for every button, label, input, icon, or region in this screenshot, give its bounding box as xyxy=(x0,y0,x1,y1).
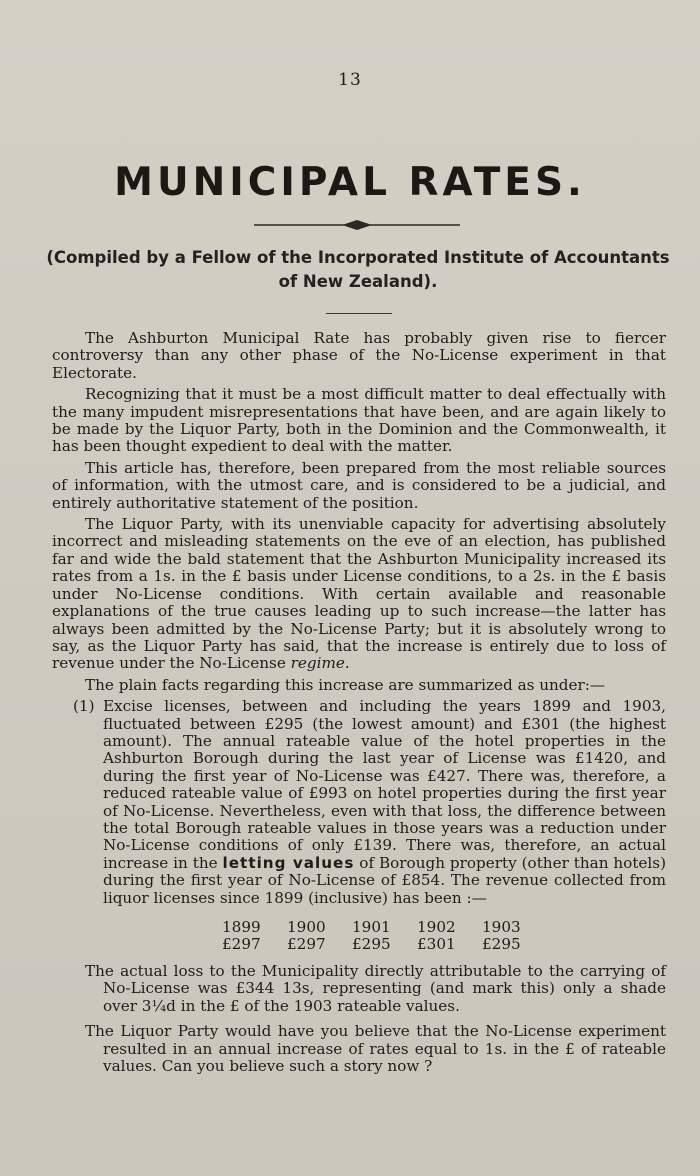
page-title: MUNICIPAL RATES. xyxy=(114,160,586,205)
paragraph: The Ashburton Municipal Rate has probably given rise to fiercer controversy than any other phase of the No-License experiment in that Electorate. xyxy=(52,329,666,382)
table-cell: £295 xyxy=(482,935,521,953)
list-item xyxy=(73,697,666,907)
table-cell: £295 xyxy=(352,935,391,953)
table-cell: £297 xyxy=(287,935,326,953)
divider-rule xyxy=(326,313,392,314)
paragraph: This article has, therefore, been prepared from the most reliable sources of information, with the utmost care, and is considered to be a judicial, and entirely authoritative statement of the position. xyxy=(52,458,666,512)
list-text: Excise licenses, between and including the years 1899 and 1903, fluctuated between £295 (the lowest amount) and £301 (the highest amount). The annual rateable value of the hotel properties in the Ashburton Borough during the last year of License was £1420, and during the first year of No-License was £427. There was, therefore, a reduced rateable value of £993 on hotel properties during the first year of No-License. Nevertheless, even with that loss, the difference between the total Borough rateable values in those years was a reduction under No-License conditions of only £139. There was, therefore, an actual increase in the xyxy=(103,697,666,872)
table-cell: 1901 xyxy=(352,918,391,936)
ornament-divider-icon xyxy=(254,218,460,232)
paragraph: The plain facts regarding this increase are summarized as under:— xyxy=(85,675,606,694)
italic-term: regime. xyxy=(290,654,350,673)
table-row xyxy=(222,936,547,953)
paragraph: Recognizing that it must be a most difficult matter to deal effectually with the many impudent misrepresentations that have been, and are again likely to be made by the Liquor Party, both in the Dominion and the Commonwealth, it has been thought expedient to deal with the matter. xyxy=(52,385,666,456)
emphasis-text: letting values xyxy=(222,853,355,872)
article-body xyxy=(52,330,666,1079)
table-cell: 1903 xyxy=(482,918,521,936)
list-number: (1) xyxy=(73,697,95,716)
table-cell: 1902 xyxy=(417,918,456,936)
license-revenue-table xyxy=(222,919,547,953)
closing-paragraph: The actual loss to the Municipality directly attributable to the carrying of No-License was £344 13s, representing (and mark this) only a shade over 3¼d in the £ of the 1903 rateable values. xyxy=(85,962,666,1015)
paragraph xyxy=(52,516,666,673)
list-text: of Borough property (other than hotels) during the first year of No-License of £854. The revenue collected from liquor licenses since 1899 (inclusive) has been :— xyxy=(103,853,666,907)
table-row xyxy=(222,919,547,936)
subtitle: (Compiled by a Fellow of the Incorporated Institute of Accountants of New Zealand). xyxy=(46,248,670,291)
paragraph-text: The Liquor Party, with its unenviable capacity for advertising absolutely incorrect and misleading statements on the eve of an election, has published far and wide the bald statement that the Ashburton Municipality increased its rates from a 1s. in the £ basis under License conditions, to a 2s. in the £ basis under No-License conditions. With certain available and reasonable explanations of the true causes leading up to such increase—the latter has always been admitted by the No-License Party; but it is absolutely wrong to say, as the Liquor Party has said, that the increase is entirely due to loss of revenue under the No-License xyxy=(52,515,666,673)
page-number: 13 xyxy=(338,70,362,90)
closing-paragraph: The Liquor Party would have you believe that the No-License experiment resulted in an annual increase of rates equal to 1s. in the £ of rateable values. Can you believe such a story now ? xyxy=(85,1022,666,1076)
table-cell: £297 xyxy=(222,935,261,953)
table-cell: 1899 xyxy=(222,918,261,936)
table-cell: £301 xyxy=(417,935,456,953)
table-cell: 1900 xyxy=(287,918,326,936)
